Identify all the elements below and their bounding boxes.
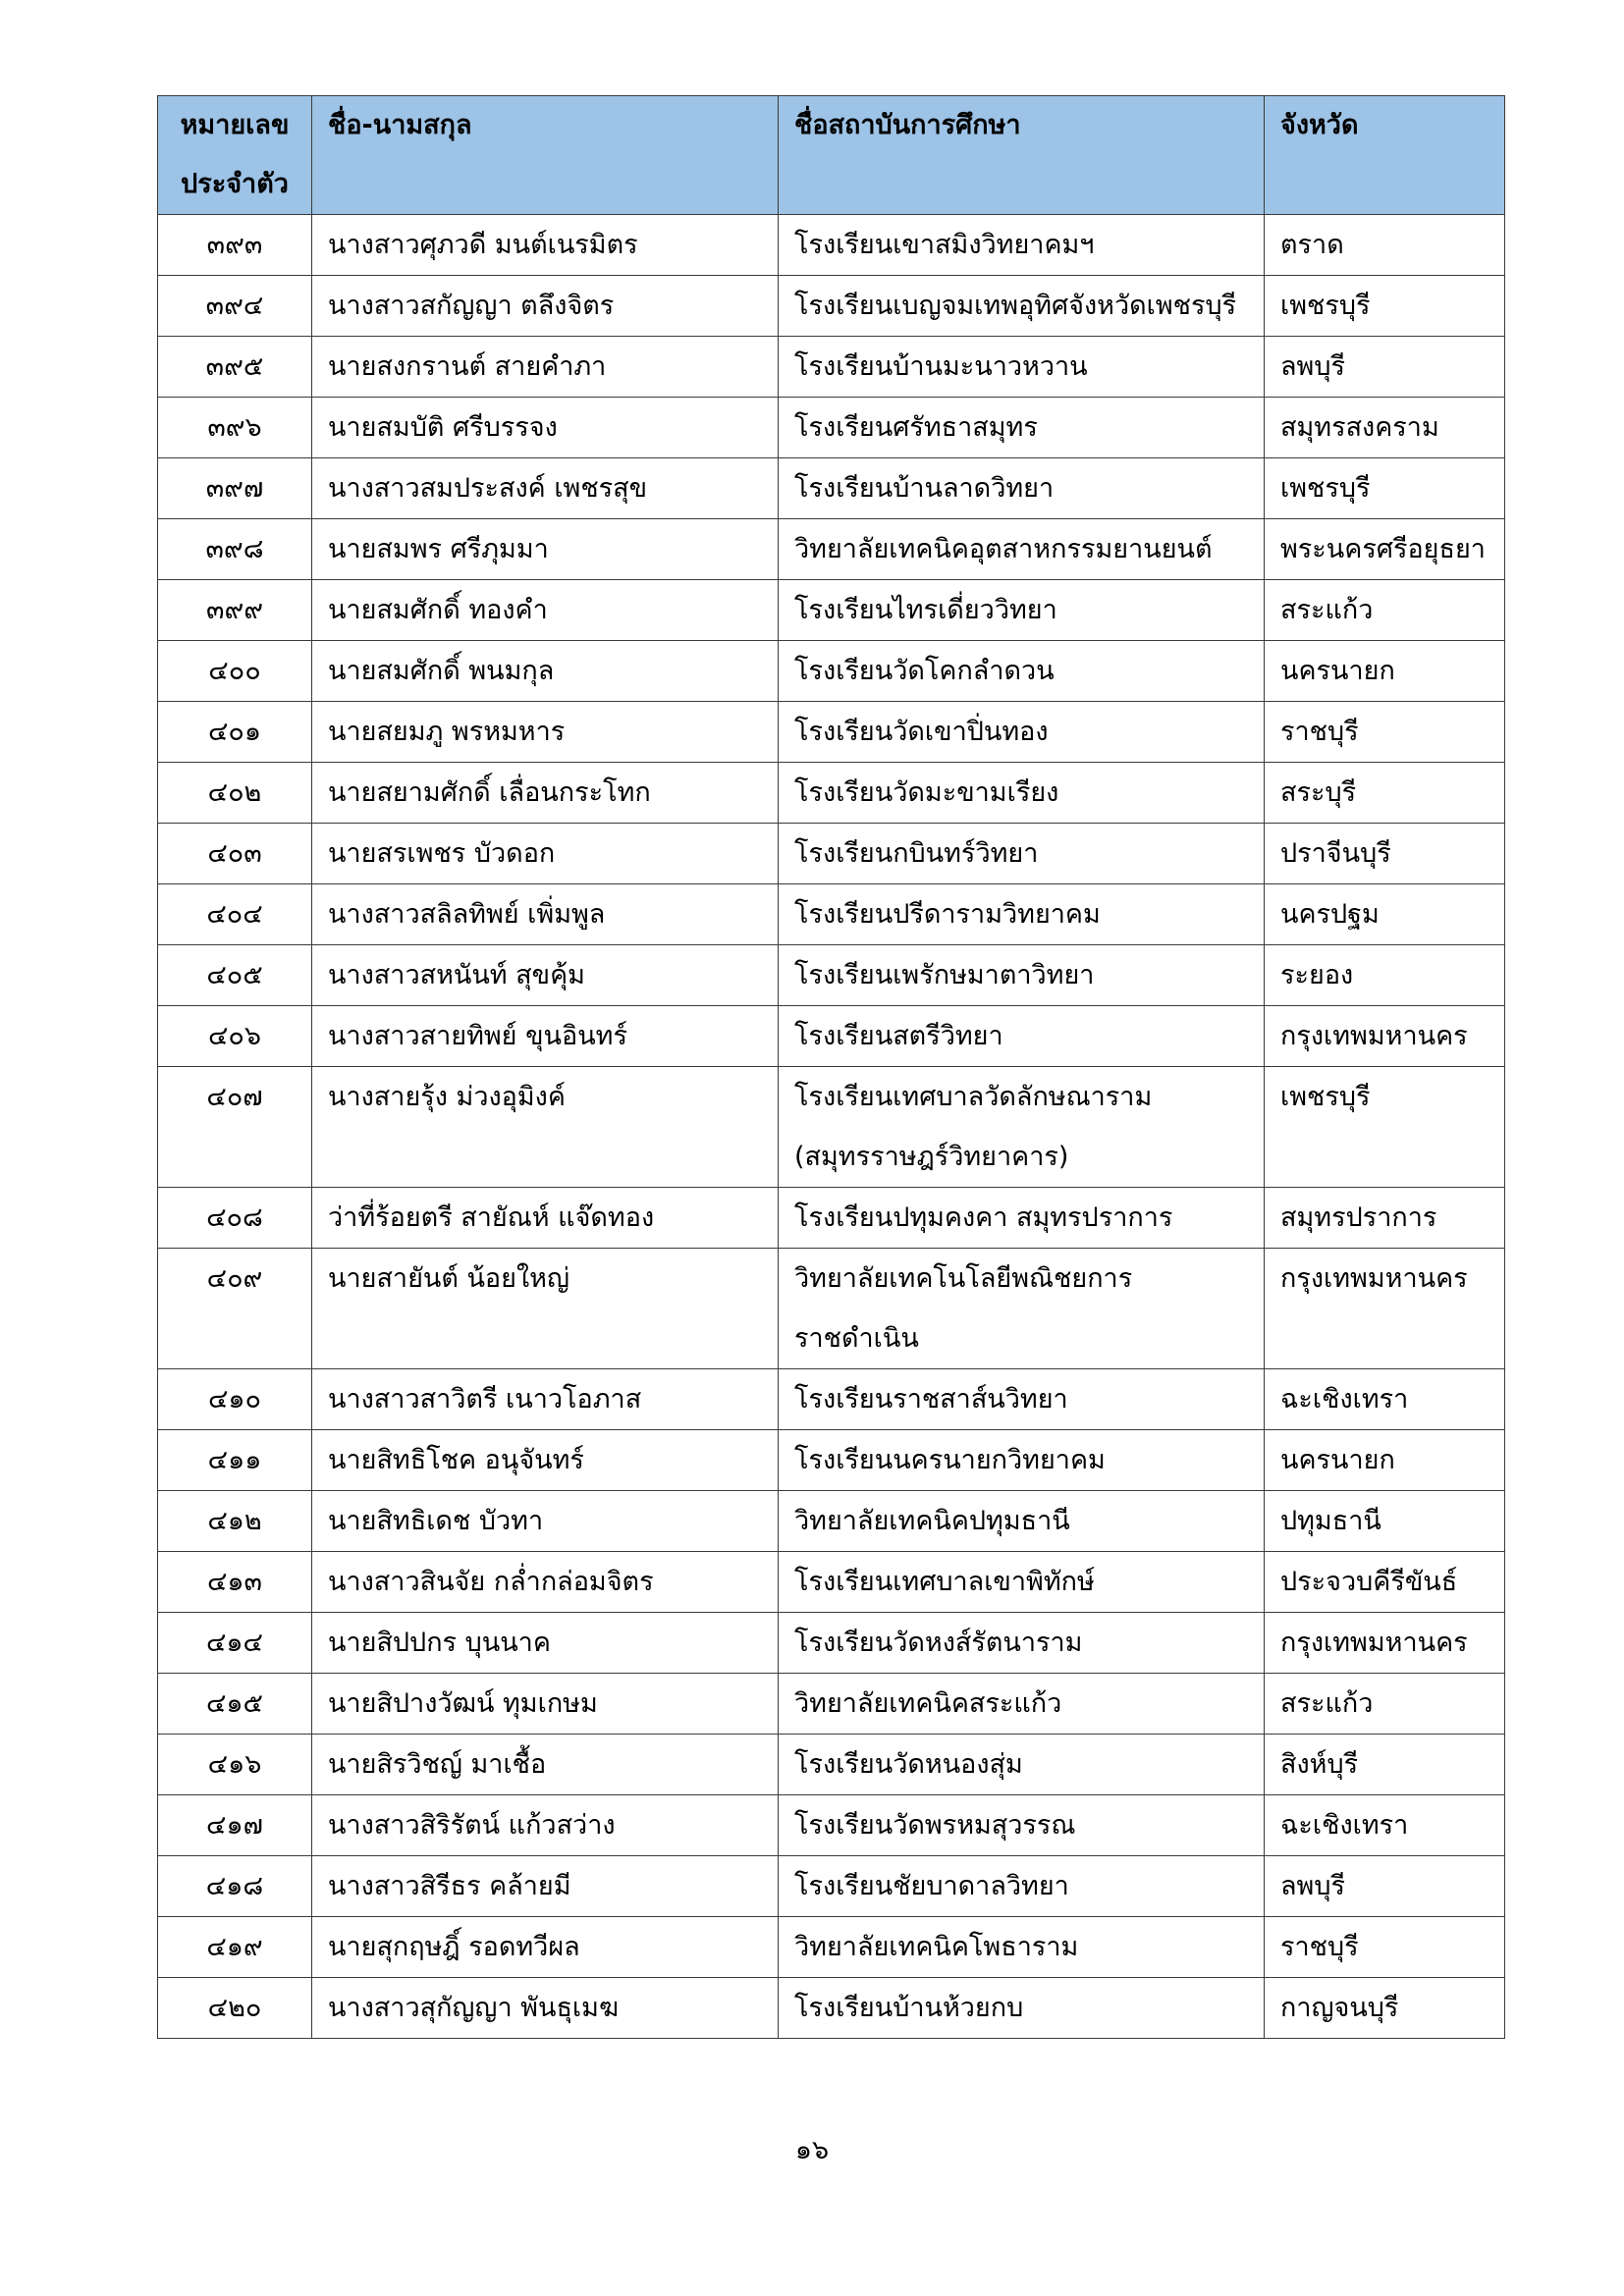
cell-id: ๔๑๒ (158, 1491, 312, 1552)
table-row (158, 945, 1505, 1006)
table-row (158, 1795, 1505, 1856)
cell-school (779, 945, 1265, 1006)
cell-school (779, 458, 1265, 519)
table-row (158, 884, 1505, 945)
header-row (158, 96, 1505, 215)
cell-name: นายสมพร ศรีภุมมา (312, 519, 779, 580)
school-line: วิทยาลัยเทคนิคโพธาราม (794, 1932, 1079, 1962)
cell-name: นายสิปางวัฒน์ ทุมเกษม (312, 1674, 779, 1735)
header-school: ชื่อสถาบันการศึกษา (779, 96, 1265, 215)
table-row (158, 519, 1505, 580)
school-line: โรงเรียนวัดมะขามเรียง (794, 777, 1059, 808)
school-line: โรงเรียนบ้านห้วยกบ (794, 1993, 1024, 2023)
school-line: โรงเรียนเขาสมิงวิทยาคมฯ (794, 230, 1095, 260)
cell-school (779, 276, 1265, 337)
cell-name: นางสาวสมประสงค์ เพชรสุข (312, 458, 779, 519)
cell-name: นายสมบัติ ศรีบรรจง (312, 398, 779, 458)
table-row (158, 1006, 1505, 1067)
cell-name: นายสายันต์ น้อยใหญ่ (312, 1249, 779, 1369)
cell-school (779, 215, 1265, 276)
cell-name: นางสาวสายทิพย์ ขุนอินทร์ (312, 1006, 779, 1067)
table-row (158, 1917, 1505, 1978)
table-row (158, 1430, 1505, 1491)
table-body (158, 215, 1505, 2039)
cell-name: นายสุกฤษฎิ์ รอดทวีผล (312, 1917, 779, 1978)
table-header (158, 96, 1505, 215)
cell-name: นางสาวสินจัย กล่ำกล่อมจิตร (312, 1552, 779, 1613)
cell-province: ฉะเชิงเทรา (1265, 1795, 1505, 1856)
table-row (158, 580, 1505, 641)
cell-id: ๓๙๓ (158, 215, 312, 276)
cell-school (779, 337, 1265, 398)
cell-province: สมุทรปราการ (1265, 1188, 1505, 1249)
cell-id: ๔๐๒ (158, 763, 312, 824)
cell-province: กรุงเทพมหานคร (1265, 1249, 1505, 1369)
table-row (158, 1552, 1505, 1613)
table-row (158, 458, 1505, 519)
cell-id: ๔๐๑ (158, 702, 312, 763)
cell-name: นายสิรวิชญ์ มาเชื้อ (312, 1735, 779, 1795)
table-row (158, 1856, 1505, 1917)
cell-name: นางสาวศุภวดี มนต์เนรมิตร (312, 215, 779, 276)
school-line: วิทยาลัยเทคนิคสระแก้ว (794, 1688, 1062, 1719)
school-line: วิทยาลัยเทคนิคอุตสาหกรรมยานยนต์ (794, 534, 1213, 564)
cell-name: นางสาวสกัญญา ตลึงจิตร (312, 276, 779, 337)
cell-id: ๔๑๔ (158, 1613, 312, 1674)
cell-id: ๔๐๓ (158, 824, 312, 884)
school-line: โรงเรียนวัดหงส์รัตนาราม (794, 1628, 1083, 1658)
cell-school (779, 1917, 1265, 1978)
cell-province: สระแก้ว (1265, 1674, 1505, 1735)
cell-name: นายสยามศักดิ์ เลื่อนกระโทก (312, 763, 779, 824)
table-row (158, 763, 1505, 824)
cell-school (779, 1006, 1265, 1067)
cell-school (779, 763, 1265, 824)
cell-school (779, 1978, 1265, 2039)
cell-province: เพชรบุรี (1265, 276, 1505, 337)
cell-school (779, 1856, 1265, 1917)
cell-school (779, 1369, 1265, 1430)
table-row (158, 1978, 1505, 2039)
cell-id: ๔๐๖ (158, 1006, 312, 1067)
cell-name: นายสิทธิเดช บัวทา (312, 1491, 779, 1552)
school-line: โรงเรียนบ้านลาดวิทยา (794, 473, 1055, 504)
cell-province: ลพบุรี (1265, 337, 1505, 398)
cell-province: กาญจนบุรี (1265, 1978, 1505, 2039)
cell-id: ๔๐๐ (158, 641, 312, 702)
cell-name: นายสมศักดิ์ พนมกุล (312, 641, 779, 702)
cell-id: ๓๙๙ (158, 580, 312, 641)
cell-province: นครปฐม (1265, 884, 1505, 945)
cell-id: ๔๐๗ (158, 1067, 312, 1188)
table-row (158, 276, 1505, 337)
school-line: โรงเรียนวัดโคกลำดวน (794, 656, 1055, 686)
school-line: โรงเรียนวัดหนองสุ่ม (794, 1749, 1023, 1780)
table-row (158, 398, 1505, 458)
cell-school (779, 1188, 1265, 1249)
cell-province: สระแก้ว (1265, 580, 1505, 641)
table-row (158, 702, 1505, 763)
table-row (158, 1249, 1505, 1369)
cell-id: ๔๐๘ (158, 1188, 312, 1249)
cell-province: ลพบุรี (1265, 1856, 1505, 1917)
cell-name: นางสาวสิริรัตน์ แก้วสว่าง (312, 1795, 779, 1856)
table-row (158, 1067, 1505, 1188)
school-line: โรงเรียนปทุมคงคา สมุทรปราการ (794, 1202, 1173, 1233)
cell-province: ปราจีนบุรี (1265, 824, 1505, 884)
cell-province: นครนายก (1265, 1430, 1505, 1491)
cell-school (779, 641, 1265, 702)
cell-school (779, 1067, 1265, 1188)
cell-id: ๔๑๕ (158, 1674, 312, 1735)
cell-name: นางสาวสลิลทิพย์ เพิ่มพูล (312, 884, 779, 945)
school-line: โรงเรียนวัดพรหมสุวรรณ (794, 1810, 1076, 1841)
school-line: โรงเรียนกบินทร์วิทยา (794, 838, 1039, 869)
header-id-line1: หมายเลข (180, 110, 290, 140)
cell-province: ราชบุรี (1265, 1917, 1505, 1978)
cell-id: ๓๙๘ (158, 519, 312, 580)
cell-name: นางสาวสิรีธร คล้ายมี (312, 1856, 779, 1917)
school-line: โรงเรียนเทศบาลเขาพิทักษ์ (794, 1567, 1095, 1597)
cell-school (779, 1735, 1265, 1795)
cell-name: นางสาวสหนันท์ สุขคุ้ม (312, 945, 779, 1006)
cell-province: ประจวบคีรีขันธ์ (1265, 1552, 1505, 1613)
cell-province: ระยอง (1265, 945, 1505, 1006)
cell-province: ตราด (1265, 215, 1505, 276)
table-row (158, 1735, 1505, 1795)
page-number: ๑๖ (794, 2135, 830, 2165)
header-name: ชื่อ-นามสกุล (312, 96, 779, 215)
cell-province: ฉะเชิงเทรา (1265, 1369, 1505, 1430)
cell-id: ๔๐๔ (158, 884, 312, 945)
school-line: โรงเรียนไทรเดี่ยววิทยา (794, 595, 1057, 625)
cell-province: กรุงเทพมหานคร (1265, 1006, 1505, 1067)
cell-school (779, 702, 1265, 763)
cell-name: นายสยมภู พรหมหาร (312, 702, 779, 763)
cell-name: นายสิปปกร บุนนาค (312, 1613, 779, 1674)
table-row (158, 1613, 1505, 1674)
school-line: โรงเรียนวัดเขาปิ่นทอง (794, 717, 1049, 747)
cell-province: เพชรบุรี (1265, 1067, 1505, 1188)
school-line: โรงเรียนนครนายกวิทยาคม (794, 1445, 1106, 1475)
cell-school (779, 884, 1265, 945)
cell-school (779, 1552, 1265, 1613)
cell-id: ๔๐๙ (158, 1249, 312, 1369)
cell-id: ๔๐๕ (158, 945, 312, 1006)
cell-school (779, 580, 1265, 641)
school-line: โรงเรียนเทศบาลวัดลักษณาราม (794, 1082, 1153, 1112)
cell-name: ว่าที่ร้อยตรี สายัณห์ แจ๊ดทอง (312, 1188, 779, 1249)
table-row (158, 1188, 1505, 1249)
cell-school (779, 519, 1265, 580)
cell-id: ๔๑๓ (158, 1552, 312, 1613)
cell-province: สิงห์บุรี (1265, 1735, 1505, 1795)
cell-id: ๔๒๐ (158, 1978, 312, 2039)
cell-id: ๔๑๐ (158, 1369, 312, 1430)
school-line: โรงเรียนบ้านมะนาวหวาน (794, 351, 1088, 382)
cell-name: นางสายรุ้ง ม่วงอุมิงค์ (312, 1067, 779, 1188)
cell-province: นครนายก (1265, 641, 1505, 702)
cell-name: นายสมศักดิ์ ทองคำ (312, 580, 779, 641)
table-row (158, 824, 1505, 884)
cell-province: กรุงเทพมหานคร (1265, 1613, 1505, 1674)
header-id-line2: ประจำตัว (181, 169, 289, 199)
cell-id: ๔๑๗ (158, 1795, 312, 1856)
cell-id: ๔๑๘ (158, 1856, 312, 1917)
header-province: จังหวัด (1265, 96, 1505, 215)
cell-school (779, 1249, 1265, 1369)
table-row (158, 1674, 1505, 1735)
school-line: โรงเรียนชัยบาดาลวิทยา (794, 1871, 1069, 1901)
cell-school (779, 1674, 1265, 1735)
school-line: โรงเรียนเพรักษมาตาวิทยา (794, 960, 1095, 990)
table-row (158, 1369, 1505, 1430)
school-line: โรงเรียนปรีดารามวิทยาคม (794, 899, 1101, 930)
cell-province: เพชรบุรี (1265, 458, 1505, 519)
school-line: โรงเรียนสตรีวิทยา (794, 1021, 1003, 1051)
school-line: โรงเรียนเบญจมเทพอุทิศจังหวัดเพชรบุรี (794, 291, 1237, 321)
school-line: โรงเรียนศรัทธาสมุทร (794, 412, 1038, 443)
cell-id: ๔๑๑ (158, 1430, 312, 1491)
cell-id: ๓๙๕ (158, 337, 312, 398)
school-line: ราชดำเนิน (794, 1323, 919, 1354)
header-id (158, 96, 312, 215)
table-row (158, 337, 1505, 398)
cell-province: สมุทรสงคราม (1265, 398, 1505, 458)
school-line: วิทยาลัยเทคโนโลยีพณิชยการ (794, 1263, 1133, 1294)
cell-province: พระนครศรีอยุธยา (1265, 519, 1505, 580)
cell-id: ๓๙๔ (158, 276, 312, 337)
cell-name: นางสาวสาวิตรี เนาวโอภาส (312, 1369, 779, 1430)
school-line: (สมุทรราษฎร์วิทยาคาร) (794, 1142, 1069, 1172)
school-line: วิทยาลัยเทคนิคปทุมธานี (794, 1506, 1070, 1536)
table-row (158, 641, 1505, 702)
table-row (158, 1491, 1505, 1552)
cell-school (779, 1613, 1265, 1674)
school-line: โรงเรียนราชสาส์นวิทยา (794, 1384, 1068, 1415)
cell-name: นายสิทธิโชค อนุจันทร์ (312, 1430, 779, 1491)
cell-id: ๔๑๖ (158, 1735, 312, 1795)
cell-id: ๔๑๙ (158, 1917, 312, 1978)
cell-id: ๓๙๖ (158, 398, 312, 458)
cell-province: สระบุรี (1265, 763, 1505, 824)
cell-school (779, 824, 1265, 884)
cell-school (779, 1491, 1265, 1552)
cell-province: ราชบุรี (1265, 702, 1505, 763)
cell-school (779, 1795, 1265, 1856)
cell-school (779, 1430, 1265, 1491)
cell-province: ปทุมธานี (1265, 1491, 1505, 1552)
cell-name: นายสงกรานต์ สายคำภา (312, 337, 779, 398)
cell-school (779, 398, 1265, 458)
cell-name: นางสาวสุกัญญา พันธุเมฆ (312, 1978, 779, 2039)
roster-table (157, 95, 1505, 2039)
cell-id: ๓๙๗ (158, 458, 312, 519)
cell-name: นายสรเพชร บัวดอก (312, 824, 779, 884)
table-row (158, 215, 1505, 276)
